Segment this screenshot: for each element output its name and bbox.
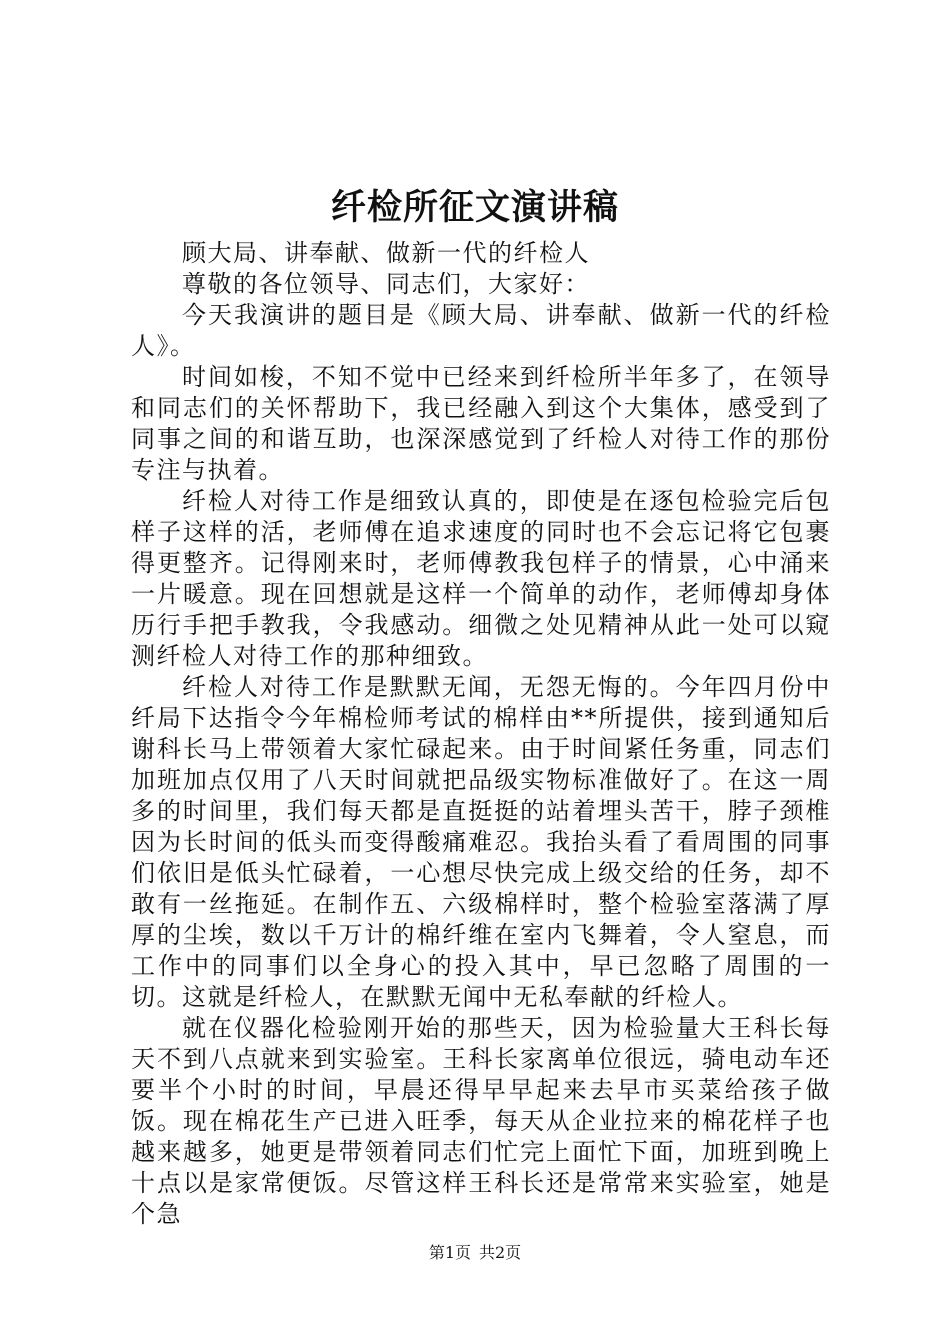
subtitle-paragraph: 顾大局、讲奉献、做新一代的纤检人 — [182, 239, 590, 267]
salutation-paragraph: 尊敬的各位领导、同志们，大家好： — [182, 270, 590, 298]
page-number: 第1页 — [428, 1243, 471, 1262]
body-paragraph: 时间如梭，不知不觉中已经来到纤检所半年多了，在领导和同志们的关怀帮助下，我已经融入到这个大集体，感受到了同事之间的和谐互助，也深深感觉到了纤检人对待工作的那份专注与执着。 — [131, 363, 831, 484]
page-total: 共2页 — [479, 1243, 522, 1262]
page-footer — [0, 1243, 950, 1263]
body-paragraph: 纤检人对待工作是细致认真的，即使是在逐包检验完后包样子这样的活，老师傅在追求速度的同时也不会忘记将它包裹得更整齐。记得刚来时，老师傅教我包样子的情景，心中涌来一片暖意。现在回想就是这样一个简单的动作，老师傅却身体历行手把手教我，令我感动。细微之处见精神从此一处可以窥测纤检人对待工作的那种细致。 — [131, 487, 831, 670]
body-paragraph: 纤检人对待工作是默默无闻，无怨无悔的。今年四月份中纤局下达指令今年棉检师考试的棉样由**所提供，接到通知后谢科长马上带领着大家忙碌起来。由于时间紧任务重，同志们加班加点仅用了八天时间就把品级实物标准做好了。在这一周多的时间里，我们每天都是直挺挺的站着埋头苦干，脖子颈椎因为长时间的低头而变得酸痛难忍。我抬头看了看周围的同事们依旧是低头忙碌着，一心想尽快完成上级交给的任务，却不敢有一丝拖延。在制作五、六级棉样时，整个检验室落满了厚厚的尘埃，数以千万计的棉纤维在室内飞舞着，令人窒息，而工作中的同事们以全身心的投入其中，早已忽略了周围的一切。这就是纤检人，在默默无闻中无私奉献的纤检人。 — [131, 673, 831, 1011]
body-paragraph: 今天我演讲的题目是《顾大局、讲奉献、做新一代的纤检人》。 — [131, 301, 831, 360]
document-title: 纤检所征文演讲稿 — [330, 187, 619, 228]
body-paragraph: 就在仪器化检验刚开始的那些天，因为检验量大王科长每天不到八点就来到实验室。王科长家离单位很远，骑电动车还要半个小时的时间，早晨还得早早起来去早市买菜给孩子做饭。现在棉花生产已进入旺季，每天从企业拉来的棉花样子也越来越多，她更是带领着同志们忙完上面忙下面，加班到晚上十点以是家常便饭。尽管这样王科长还是常常来实验室，她是个急 — [131, 1014, 831, 1228]
document-body — [131, 238, 831, 1230]
